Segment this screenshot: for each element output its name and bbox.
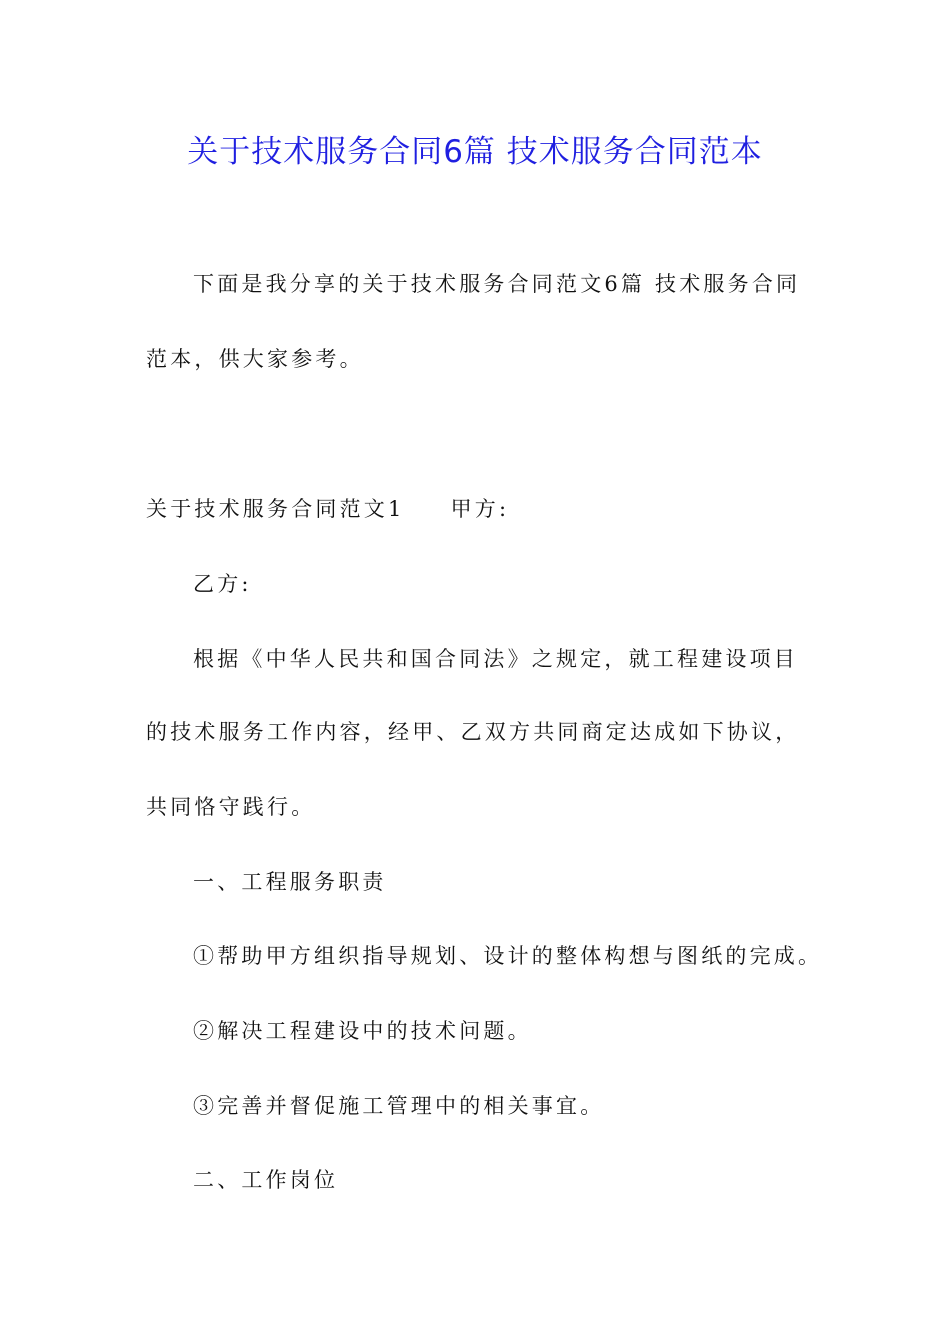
paragraph-line-3: 共同恪守践行。: [146, 795, 316, 819]
paragraph-line-2: 的技术服务工作内容，经甲、乙双方共同商定达成如下协议，: [146, 720, 800, 744]
positions-heading: 二、工作岗位: [193, 1168, 339, 1192]
paragraph-line-1: 根据《中华人民共和国合同法》之规定，就工程建设项目: [193, 647, 798, 671]
intro-line-2: 范本，供大家参考。: [146, 347, 364, 371]
section-heading: 关于技术服务合同范文1: [146, 497, 405, 521]
duty-item-1: ①帮助甲方组织指导规划、设计的整体构想与图纸的完成。: [193, 944, 823, 968]
section-heading-row: [146, 493, 509, 525]
duty-item-3: ③完善并督促施工管理中的相关事宜。: [193, 1094, 605, 1118]
party-b-label: 乙方:: [193, 572, 252, 596]
duty-item-2: ②解决工程建设中的技术问题。: [193, 1019, 532, 1043]
intro-line-1: 下面是我分享的关于技术服务合同范文6篇 技术服务合同: [193, 272, 801, 296]
document-title: 关于技术服务合同6篇 技术服务合同范本: [187, 134, 763, 170]
party-a-label: 甲方:: [450, 497, 510, 521]
duties-heading: 一、工程服务职责: [193, 870, 387, 894]
